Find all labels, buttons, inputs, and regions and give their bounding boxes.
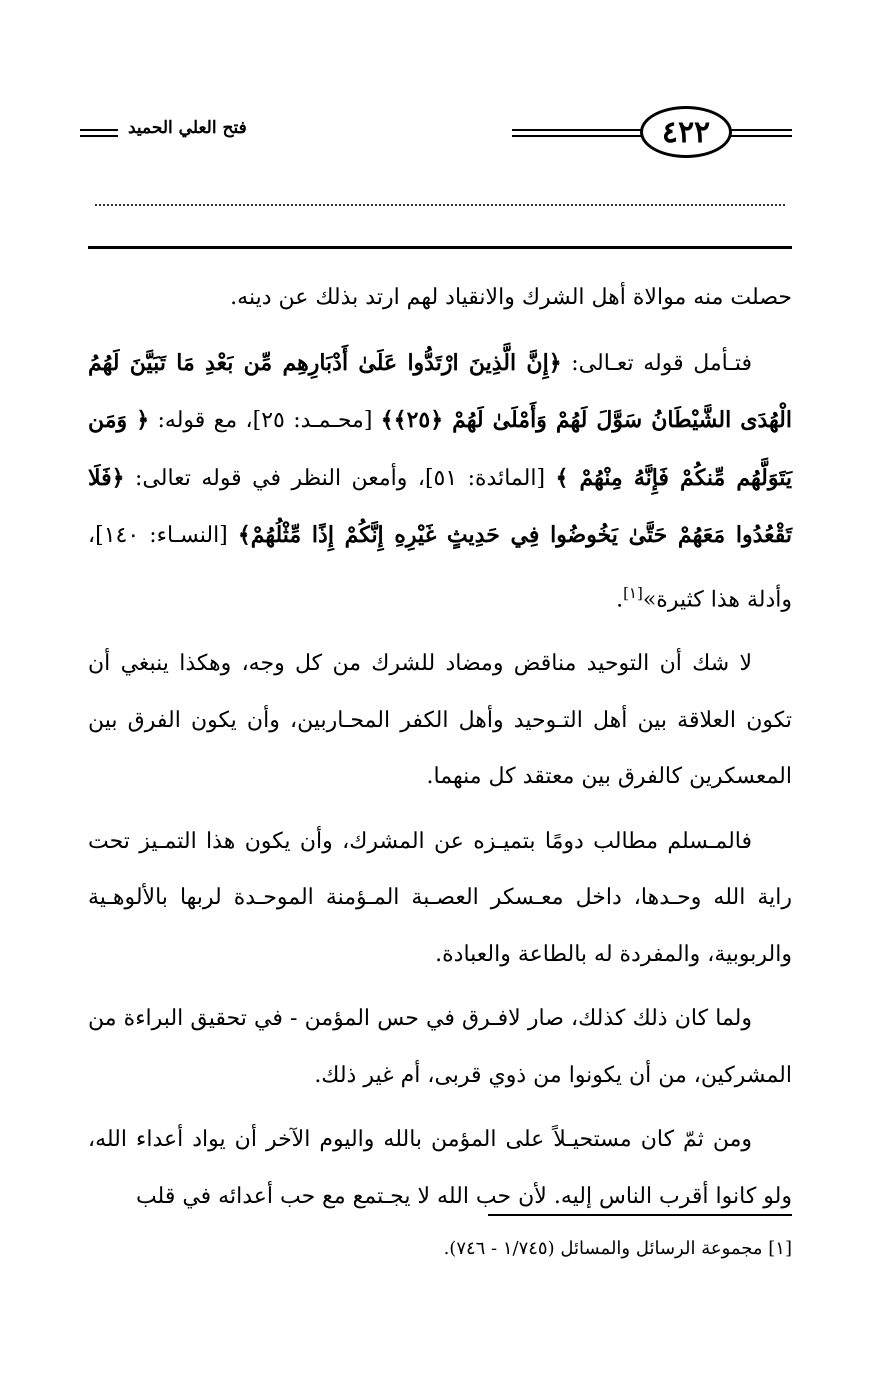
paragraph-6: ومن ثمّ كان مستحيـلاً على المؤمن بالله واليوم الآخر أن يواد أعداء الله، ولو كانوا أقرب الناس إليه. لأن حب الله لا يجـتمع مع حب أعدائه في قلب: [88, 1127, 792, 1209]
footnote-marker: [١]: [623, 583, 643, 602]
page-header: [80, 102, 792, 172]
quran-verse-2: ﴿ وَمَن يَتَوَلَّهُم مِّنكُمْ فَإِنَّهُ مِنْهُمْ ﴾: [88, 407, 792, 491]
header-rule-right: [730, 129, 792, 137]
header-bottom-rule: [88, 246, 792, 249]
footnote-separator: [488, 1214, 792, 1216]
verse-reference-3: [النسـاء: ١٤٠]، وأدلة هذا كثيرة»: [88, 523, 792, 612]
header-rule-middle: [512, 129, 642, 137]
book-title: فتح العلي الحميد: [128, 118, 247, 138]
header-rule-left: [80, 129, 118, 137]
verse-reference-1: [محـمـد: ٢٥]، مع قوله:: [149, 408, 381, 433]
paragraph-2-end: .: [616, 586, 624, 612]
page-number-frame: [640, 106, 732, 158]
paragraph-2-intro: فتـأمل قوله تعـالى:: [561, 350, 752, 376]
paragraph-3: لا شك أن التوحيد مناقض ومضاد للشرك من كل وجه، وهكذا ينبغي أن تكون العلاقة بين أهل التـوحيد وأهل الكفر المحـاربين، وأن يكون الفرق بين المعسكرين كالفرق بين معتقد كل منهما.: [88, 651, 792, 790]
dotted-separator: [95, 204, 785, 206]
page-number: ٤٢٢: [661, 114, 711, 150]
footnote: [١] مجموعة الرسائل والمسائل (١/٧٤٥ - ٧٤٦).: [443, 1238, 792, 1259]
paragraph-2: [88, 335, 792, 629]
quran-verse-1: ﴿إِنَّ الَّذِينَ ارْتَدُّوا عَلَىٰ أَدْبَارِهِم مِّن بَعْدِ مَا تَبَيَّنَ لَهُمُ الْهُدَى الشَّيْطَانُ سَوَّلَ لَهُمْ وَأَمْلَىٰ لَهُمْ ﴿٢٥﴾﴾: [88, 349, 792, 433]
page-body: [88, 270, 792, 1233]
paragraph-1: حصلت منه موالاة أهل الشرك والانقياد لهم ارتد بذلك عن دينه.: [230, 285, 792, 310]
paragraph-4: فالمـسلم مطالب دومًا بتميـزه عن المشرك، وأن يكون هذا التمـيز تحت راية الله وحـدها، داخل معـسكر العصـبة المـؤمنة الموحـدة لربها بالألوهـية والربوبية، والمفردة له بالطاعة والعبادة.: [88, 828, 792, 967]
paragraph-5: ولما كان ذلك كذلك، صار لافـرق في حس المؤمن - في تحقيق البراءة من المشركين، من أن يكونوا من ذوي قربى، أم غير ذلك.: [88, 1006, 792, 1088]
verse-reference-2: [المائدة: ٥١]، وأمعن النظر في قوله تعالى:: [124, 465, 556, 491]
quran-verse-3: ﴿فَلَا تَقْعُدُوا مَعَهُمْ حَتَّىٰ يَخُوضُوا فِي حَدِيثٍ غَيْرِهِ إِنَّكُمْ إِذًا مِّثْلُهُمْ﴾: [88, 464, 792, 548]
